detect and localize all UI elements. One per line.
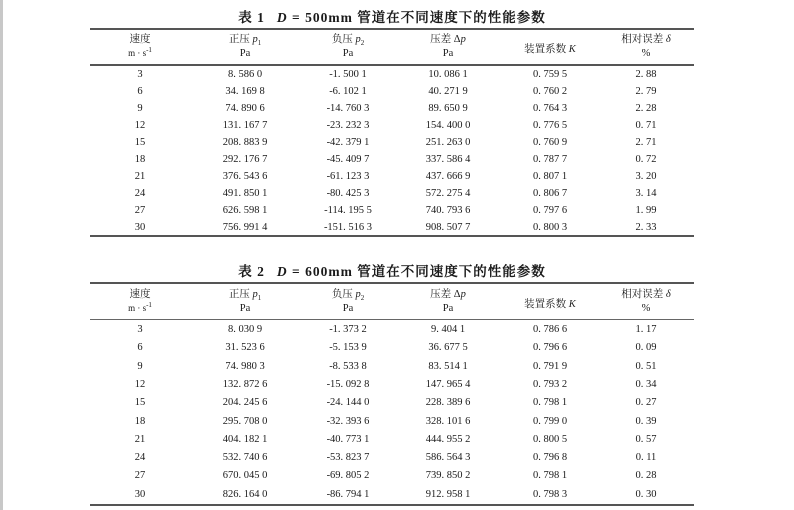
relative-error-cell: 0. 28 xyxy=(635,470,657,482)
speed-cell: 9 xyxy=(137,360,143,372)
relative-error-cell: 0. 30 xyxy=(635,488,657,500)
negative-pressure-cell: -1. 373 2 xyxy=(329,324,367,335)
speed-cell: 3 xyxy=(137,324,143,335)
relative-error-cell: 0. 57 xyxy=(635,433,657,445)
pressure-difference-cell: 740. 793 6 xyxy=(425,205,471,216)
header-relative-error: 相对误差 δ % xyxy=(621,34,671,59)
positive-pressure-cell: 8. 586 0 xyxy=(227,69,263,80)
positive-pressure-cell: 491. 850 1 xyxy=(222,188,268,199)
relative-error-cell: 0. 71 xyxy=(635,120,657,131)
device-coefficient-cell: 0. 796 8 xyxy=(532,452,568,464)
table-row xyxy=(90,134,694,151)
table-row xyxy=(90,83,694,100)
speed-cell: 21 xyxy=(134,171,146,182)
bottom-rule xyxy=(90,235,694,237)
header-negative-pressure: 负压 $p_2$ Pa xyxy=(331,34,365,59)
positive-pressure-cell: 292. 176 7 xyxy=(222,154,268,165)
device-coefficient-cell: 0. 760 2 xyxy=(532,86,568,97)
header-device-coefficient: 装置系数 K xyxy=(524,44,576,55)
relative-error-cell: 0. 09 xyxy=(635,342,657,354)
negative-pressure-cell: -69. 805 2 xyxy=(326,470,370,482)
pressure-difference-cell: 912. 958 1 xyxy=(425,488,471,500)
device-coefficient-cell: 0. 796 6 xyxy=(532,342,568,354)
table-row xyxy=(90,431,694,448)
negative-pressure-cell: -23. 232 3 xyxy=(326,120,370,131)
relative-error-cell: 3. 14 xyxy=(635,188,657,199)
relative-error-cell: 3. 20 xyxy=(635,171,657,182)
device-coefficient-cell: 0. 807 1 xyxy=(532,171,568,182)
negative-pressure-cell: -114. 195 5 xyxy=(324,205,372,216)
table-row xyxy=(90,117,694,134)
pressure-difference-cell: 328. 101 6 xyxy=(425,415,471,427)
device-coefficient-cell: 0. 798 3 xyxy=(532,488,568,500)
speed-cell: 30 xyxy=(134,222,146,233)
pressure-difference-cell: 444. 955 2 xyxy=(425,433,471,445)
table-row xyxy=(90,151,694,168)
speed-cell: 18 xyxy=(134,154,146,165)
pressure-difference-cell: 147. 965 4 xyxy=(425,378,471,390)
device-coefficient-cell: 0. 799 0 xyxy=(532,415,568,427)
relative-error-cell: 0. 39 xyxy=(635,415,657,427)
negative-pressure-cell: -45. 409 7 xyxy=(326,154,370,165)
caption-number: 表 2 xyxy=(238,264,265,279)
table-row xyxy=(90,202,694,219)
device-coefficient-cell: 0. 797 6 xyxy=(532,205,568,216)
speed-cell: 12 xyxy=(134,120,146,131)
table-row xyxy=(90,486,694,503)
relative-error-cell: 0. 27 xyxy=(635,397,657,409)
device-coefficient-cell: 0. 800 5 xyxy=(532,433,568,445)
positive-pressure-cell: 31. 523 6 xyxy=(225,342,265,354)
table-row xyxy=(90,376,694,393)
speed-cell: 30 xyxy=(134,488,146,500)
speed-cell: 6 xyxy=(137,86,143,97)
pressure-difference-cell: 89. 650 9 xyxy=(428,103,468,114)
header-speed: 速度 $m \cdot s^{-1}$ xyxy=(128,34,152,58)
table-1-caption xyxy=(90,6,694,26)
device-coefficient-cell: 0. 798 1 xyxy=(532,470,568,482)
caption-variable: D xyxy=(276,10,288,25)
speed-cell: 27 xyxy=(134,205,146,216)
pressure-difference-cell: 10. 086 1 xyxy=(428,69,468,80)
positive-pressure-cell: 131. 167 7 xyxy=(222,120,268,131)
pressure-difference-cell: 586. 564 3 xyxy=(425,452,471,464)
positive-pressure-cell: 376. 543 6 xyxy=(222,171,268,182)
table-row xyxy=(90,449,694,466)
header-relative-error: 相对误差 δ % xyxy=(621,289,671,314)
device-coefficient-cell: 0. 800 3 xyxy=(532,222,568,233)
table-row xyxy=(90,168,694,185)
positive-pressure-cell: 826. 164 0 xyxy=(222,488,268,500)
relative-error-cell: 2. 71 xyxy=(635,137,657,148)
relative-error-cell: 0. 11 xyxy=(635,452,657,464)
relative-error-cell: 2. 88 xyxy=(635,69,657,80)
positive-pressure-cell: 204. 245 6 xyxy=(222,397,268,409)
speed-cell: 24 xyxy=(134,452,146,464)
device-coefficient-cell: 0. 759 5 xyxy=(532,69,568,80)
pressure-difference-cell: 437. 666 9 xyxy=(425,171,471,182)
table-row xyxy=(90,321,694,338)
positive-pressure-cell: 756. 991 4 xyxy=(222,222,268,233)
pressure-difference-cell: 9. 404 1 xyxy=(430,324,466,335)
negative-pressure-cell: -5. 153 9 xyxy=(329,342,367,354)
speed-cell: 3 xyxy=(137,69,143,80)
relative-error-cell: 2. 33 xyxy=(635,222,657,233)
negative-pressure-cell: -8. 533 8 xyxy=(329,360,367,372)
caption-variable: D xyxy=(276,264,288,279)
negative-pressure-cell: -86. 794 1 xyxy=(326,488,370,500)
pressure-difference-cell: 572. 275 4 xyxy=(425,188,471,199)
positive-pressure-cell: 74. 980 3 xyxy=(225,360,265,372)
relative-error-cell: 2. 79 xyxy=(635,86,657,97)
device-coefficient-cell: 0. 786 6 xyxy=(532,324,568,335)
positive-pressure-cell: 208. 883 9 xyxy=(222,137,268,148)
table-row xyxy=(90,219,694,236)
device-coefficient-cell: 0. 776 5 xyxy=(532,120,568,131)
speed-cell: 24 xyxy=(134,188,146,199)
speed-cell: 21 xyxy=(134,433,146,445)
header-speed: 速度 $m \cdot s^{-1}$ xyxy=(128,289,152,313)
top-rule xyxy=(90,28,694,30)
pressure-difference-cell: 83. 514 1 xyxy=(428,360,468,372)
table-row xyxy=(90,100,694,117)
table-row xyxy=(90,66,694,83)
header-positive-pressure: 正压 $p_1$ Pa xyxy=(228,34,262,59)
table-row xyxy=(90,185,694,202)
pressure-difference-cell: 337. 586 4 xyxy=(425,154,471,165)
pressure-difference-cell: 908. 507 7 xyxy=(425,222,471,233)
negative-pressure-cell: -1. 500 1 xyxy=(329,69,367,80)
speed-cell: 9 xyxy=(137,103,143,114)
device-coefficient-cell: 0. 760 9 xyxy=(532,137,568,148)
device-coefficient-cell: 0. 764 3 xyxy=(532,103,568,114)
positive-pressure-cell: 295. 708 0 xyxy=(222,415,268,427)
header-pressure-difference: 压差 Δp Pa xyxy=(430,289,466,314)
speed-cell: 6 xyxy=(137,342,143,354)
header-device-coefficient: 装置系数 K xyxy=(524,299,576,310)
pressure-difference-cell: 739. 850 2 xyxy=(425,470,471,482)
device-coefficient-cell: 0. 791 9 xyxy=(532,360,568,372)
speed-cell: 18 xyxy=(134,415,146,427)
header-rule xyxy=(90,319,694,320)
positive-pressure-cell: 626. 598 1 xyxy=(222,205,268,216)
device-coefficient-cell: 0. 793 2 xyxy=(532,378,568,390)
pressure-difference-cell: 40. 271 9 xyxy=(428,86,468,97)
relative-error-cell: 0. 72 xyxy=(635,154,657,165)
device-coefficient-cell: 0. 798 1 xyxy=(532,397,568,409)
header-pressure-difference: 压差 Δp Pa xyxy=(430,34,466,59)
table-2-caption xyxy=(90,260,694,280)
table-row xyxy=(90,413,694,430)
negative-pressure-cell: -53. 823 7 xyxy=(326,452,370,464)
bottom-rule xyxy=(90,504,694,506)
pressure-difference-cell: 251. 263 0 xyxy=(425,137,471,148)
pressure-difference-cell: 36. 677 5 xyxy=(428,342,468,354)
negative-pressure-cell: -6. 102 1 xyxy=(329,86,367,97)
positive-pressure-cell: 8. 030 9 xyxy=(227,324,263,335)
pressure-difference-cell: 154. 400 0 xyxy=(425,120,471,131)
device-coefficient-cell: 0. 787 7 xyxy=(532,154,568,165)
negative-pressure-cell: -40. 773 1 xyxy=(326,433,370,445)
relative-error-cell: 1. 99 xyxy=(635,205,657,216)
caption-number: 表 1 xyxy=(238,10,265,25)
positive-pressure-cell: 34. 169 8 xyxy=(225,86,265,97)
device-coefficient-cell: 0. 806 7 xyxy=(532,188,568,199)
positive-pressure-cell: 670. 045 0 xyxy=(222,470,268,482)
negative-pressure-cell: -32. 393 6 xyxy=(326,415,370,427)
speed-cell: 12 xyxy=(134,378,146,390)
negative-pressure-cell: -80. 425 3 xyxy=(326,188,370,199)
table-row xyxy=(90,394,694,411)
negative-pressure-cell: -42. 379 1 xyxy=(326,137,370,148)
caption-text: = 600mm 管道在不同速度下的性能参数 xyxy=(287,264,546,279)
page-edge-strip xyxy=(0,0,3,510)
top-rule xyxy=(90,282,694,284)
speed-cell: 15 xyxy=(134,137,146,148)
relative-error-cell: 0. 51 xyxy=(635,360,657,372)
speed-cell: 27 xyxy=(134,470,146,482)
header-positive-pressure: 正压 $p_1$ Pa xyxy=(228,289,262,314)
relative-error-cell: 0. 34 xyxy=(635,378,657,390)
negative-pressure-cell: -14. 760 3 xyxy=(326,103,370,114)
negative-pressure-cell: -24. 144 0 xyxy=(326,397,370,409)
header-negative-pressure: 负压 $p_2$ Pa xyxy=(331,289,365,314)
negative-pressure-cell: -15. 092 8 xyxy=(326,378,370,390)
positive-pressure-cell: 404. 182 1 xyxy=(222,433,268,445)
pressure-difference-cell: 228. 389 6 xyxy=(425,397,471,409)
caption-text: = 500mm 管道在不同速度下的性能参数 xyxy=(287,10,546,25)
negative-pressure-cell: -61. 123 3 xyxy=(326,171,370,182)
positive-pressure-cell: 74. 890 6 xyxy=(225,103,265,114)
speed-cell: 15 xyxy=(134,397,146,409)
relative-error-cell: 2. 28 xyxy=(635,103,657,114)
relative-error-cell: 1. 17 xyxy=(635,324,657,335)
table-row xyxy=(90,467,694,484)
table-row xyxy=(90,339,694,356)
negative-pressure-cell: -151. 516 3 xyxy=(323,222,373,233)
table-row xyxy=(90,358,694,375)
positive-pressure-cell: 132. 872 6 xyxy=(222,378,268,390)
positive-pressure-cell: 532. 740 6 xyxy=(222,452,268,464)
